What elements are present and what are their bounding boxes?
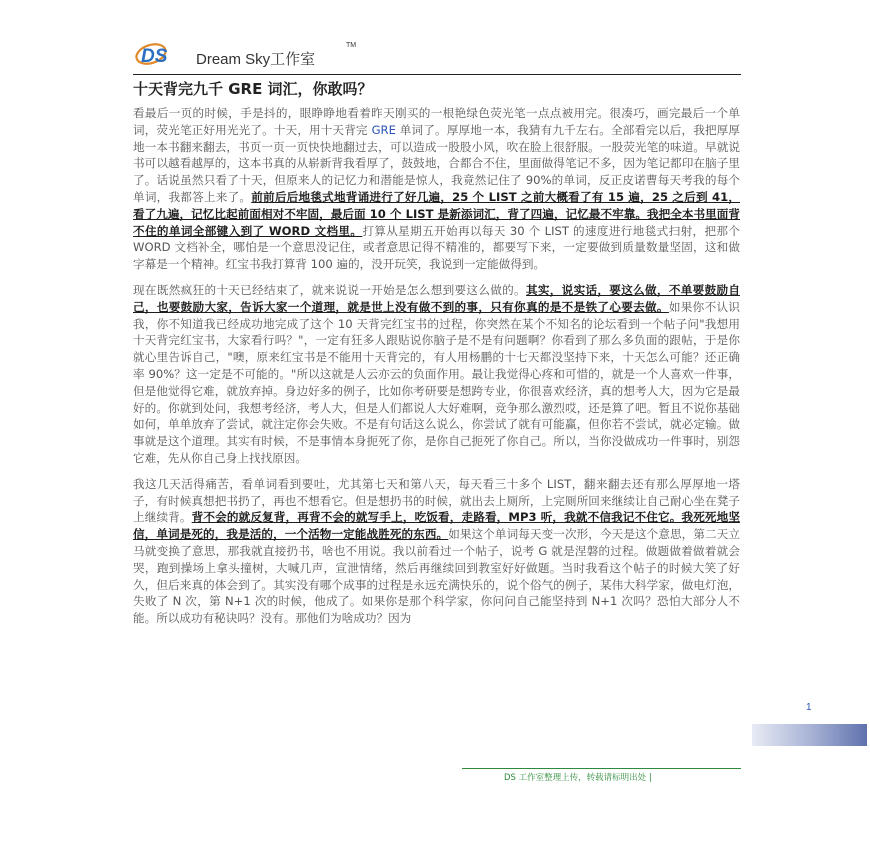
document-body: [133, 105, 740, 636]
brand-name: Dream Sky工作室: [196, 51, 316, 68]
svg-text:DS: DS: [141, 46, 168, 67]
document-title: 十天背完九千 GRE 词汇，你敢吗？: [133, 80, 373, 98]
page-decoration-bar: [752, 724, 867, 746]
paragraph-3: 我这几天活得痛苦，看单词看到要吐，尤其第七天和第八天，每天看三十多个 LIST，翻来翻去还有那么厚厚地一塔子，有时候真想把书扔了，再也不想看它。但是想扔书的时候，就出去上厕所，上完厕所回来继续让自己耐心坐在凳子上继续背。背不会的就反复背，再背不会的就写手上，吃饭看，走路看，MP3 听，我就不信我记不住它。我死死地坚信，单词是死的，我是活的，一个活物一定能战胜死的东西。如果这个单词每天变一次形，今天是这个意思，第二天立马就变换了意思，那我就直接扔书，啥也不用说。我以前看过一个帖子，说考 G 就是涅磐的过程。做题做着做着就会哭，跑到操场上拿头撞树，大喊几声，宣泄情绪，然后再继续回到教室好好做题。当时我看这个帖子的时候大笑了好久，但后来真的体会到了。其实没有哪个成事的过程是永远充满快乐的，说个俗气的例子，某伟大科学家，做电灯泡，失败了 N 次，第 N+1 次的时候，他成了。如果你是那个科学家，你问问自己能坚持到 N+1 次吗？恐怕大部分人不能。所以成功有秘诀吗？没有。那他们为啥成功？因为: [133, 476, 740, 626]
dream-sky-logo-icon: [133, 38, 191, 70]
footer-divider: [462, 768, 741, 769]
highlighted-text: 背不会的就反复背，再背不会的就写手上，吃饭看，走路看，MP3 听，我就不信我记不住它。我死死地坚信，单词是死的，我是活的，一个活物一定能战胜死的东西。: [133, 510, 740, 542]
highlighted-text: 前前后后地毯式地背诵进行了好几遍，25 个 LIST 之前大概看了有 15 遍，25 之后到 41，看了九遍，记忆比起前面相对不牢固，最后面 10 个 LIST 是新添词汇，背了四遍，记忆最不牢靠。我把全本书里面背不住的单词全部键入到了 WORD 文档里。: [133, 189, 740, 238]
footer-note: DS 工作室整理上传，转载请标明出处 |: [504, 773, 652, 783]
page-header: [133, 38, 741, 75]
paragraph-2: 现在既然疯狂的十天已经结束了，就来说说一开始是怎么想到要这么做的。其实，说实话，要这么做，不单要鼓励自己，也要鼓励大家，告诉大家一个道理，就是世上没有做不到的事，只有你真的是不是铁了心要去做。如果你不认识我，你不知道我已经成功地完成了这个 10 天背完红宝书的过程，你突然在某个不知名的论坛看到一个帖子问"我想用十天背完红宝书，大家看行吗？"，一定有狂多人跟贴说你脑子是不是有问题啊？你看到了那么多负面的跟帖，于是你就心里告诉自己，"噢，原来红宝书是不能用十天背完的，有人用杨鹏的十七天都没坚持下来，十天怎么可能？还正确率 90%？这一定是不可能的。"所以这就是人云亦云的负面作用。最让我觉得心疼和可惜的，就是一个人喜欢一件事，但是他觉得它难，就放弃掉。身边好多的例子，比如你考研要是想跨专业，你很喜欢经济，真的想考人大，因为它是最好的。你就到处问，我想考经济，考人大，但是人们都说人大好难啊，竞争那么激烈哎，还是算了吧。暂且不说你基础如何，单单放弃了尝试，就注定你会失败。不是有句话这么说么，你尝试了就有可能赢，但你若不尝试，就必定输。做事就是这个道理。其实有时候，不是事情本身扼死了你，是你自己扼死了你自己。所以，当你没做成功一件事时，别怨它难，先从你自己身上找找原因。: [133, 282, 740, 465]
highlighted-text: 其实，说实话，要这么做，不单要鼓励自己，也要鼓励大家，告诉大家一个道理，就是世上没有做不到的事，只有你真的是不是铁了心要去做。: [133, 282, 740, 314]
paragraph-1: 看最后一页的时候，手是抖的，眼睁睁地看着昨天刚买的一根艳绿色荧光笔一点点被用完。很凑巧，画完最后一个单词，荧光笔正好用光光了。十天，用十天背完 GRE 单词了。厚厚地一本，我猜有九千左右。全部看完以后，我把厚厚地一本书翻来翻去，书页一页一页快快地翻过去，可以造成一股股小风，吹在脸上很舒服。一股荧光笔的味道。早就说书可以越看越厚的，这本书真的从崭新背我看厚了，鼓鼓地，合都合不住，里面做得笔记不多，因为笔记都印在脑子里了。话说虽然只看了十天，但原来人的记忆力和潜能是惊人，我竟然记住了 90%的单词，反正皮诺曹每天考我的每个单词，我都答上来了。前前后后地毯式地背诵进行了好几遍，25 个 LIST 之前大概看了有 15 遍，25 之后到 41，看了九遍，记忆比起前面相对不牢固，最后面 10 个 LIST 是新添词汇，背了四遍，记忆最不牢靠。我把全本书里面背不住的单词全部键入到了 WORD 文档里。打算从星期五开始再以每天 30 个 LIST 的速度进行地毯式扫射，把那个 WORD 文档补全，哪怕是一个意思没记住，或者意思记得不精准的，都要写下来，一定要做到质量数量坚固，这和做字幕是一个精神。红宝书我打算背 100 遍的，没开玩笑，我说到一定能做得到。: [133, 106, 741, 272]
gre-term: GRE: [371, 122, 396, 137]
trademark-mark: TM: [346, 42, 357, 49]
page-number: 1: [806, 702, 812, 713]
